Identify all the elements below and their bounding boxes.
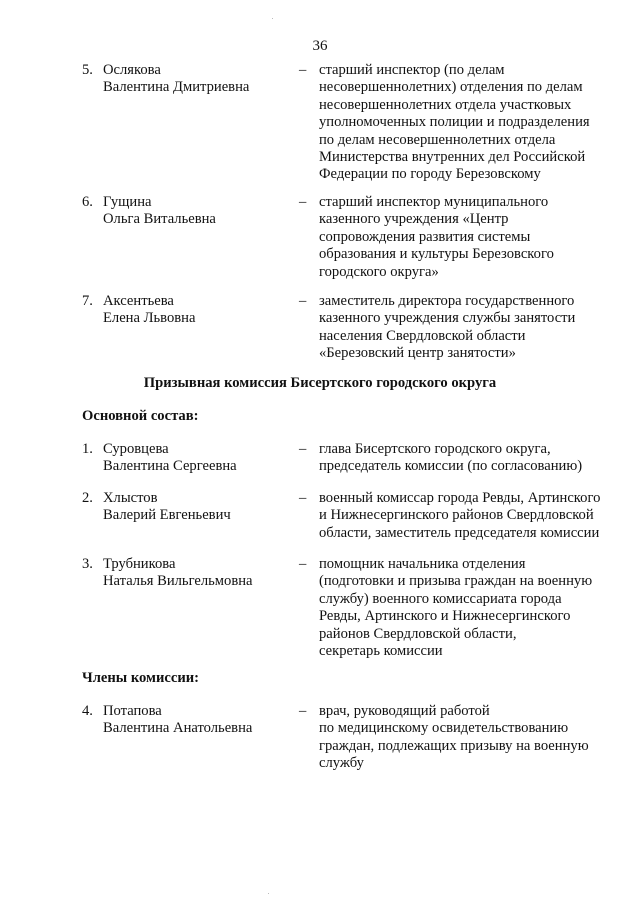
list-item	[82, 293, 622, 413]
scan-speck	[272, 18, 273, 19]
position-description: глава Бисертского городского округа, председатель комиссии (по согласованию)	[319, 441, 583, 475]
position-description: военный комиссар города Ревды, Артинского и Нижнесергинского районов Свердловской области, заместитель председателя комиссии	[319, 490, 601, 541]
position-description: врач, руководящий работой по медицинскому освидетельствованию граждан, подлежащих призыву на военную службу	[319, 703, 589, 772]
person-name	[103, 490, 293, 525]
person-surname: Аксентьева	[103, 293, 174, 309]
commission-title: Призывная комиссия Бисертского городского округа	[143, 375, 497, 391]
position-description: заместитель директора государственного казенного учреждения службы занятости населения Свердловской области «Березовский центр занятости»	[319, 293, 576, 362]
list-item	[82, 556, 622, 676]
person-surname: Суровцева	[103, 441, 169, 457]
person-surname: Ослякова	[103, 62, 161, 78]
page-number: 36	[312, 38, 328, 54]
main-composition-heading: Основной состав:	[82, 408, 199, 424]
person-name	[103, 441, 293, 476]
person-surname: Потапова	[103, 703, 162, 719]
person-name	[103, 556, 293, 591]
dash-separator: –	[299, 441, 307, 457]
entry-number: 5.	[82, 62, 93, 78]
dash-separator: –	[299, 490, 307, 506]
dash-separator: –	[299, 556, 307, 572]
person-given-names: Валентина Дмитриевна	[103, 79, 250, 96]
entry-number: 1.	[82, 441, 93, 457]
scan-speck	[268, 893, 269, 894]
entry-number: 4.	[82, 703, 93, 719]
entry-number: 2.	[82, 490, 93, 506]
dash-separator: –	[299, 62, 307, 78]
list-item	[82, 62, 622, 182]
position-description: старший инспектор (по делам несовершеннолетних) отделения по делам несовершеннолетних отдела участковых уполномоченных полиции и подразделения по делам несовершеннолетних отдела Министерства внутренних дел Российской Федерации по городу Березовскому	[319, 62, 590, 183]
entry-number: 3.	[82, 556, 93, 572]
person-given-names: Наталья Вильгельмовна	[103, 573, 253, 590]
person-name	[103, 703, 293, 738]
person-surname: Хлыстов	[103, 490, 158, 506]
person-name	[103, 194, 293, 229]
dash-separator: –	[299, 703, 307, 719]
person-surname: Гущина	[103, 194, 152, 210]
person-given-names: Ольга Витальевна	[103, 211, 216, 228]
entry-number: 7.	[82, 293, 93, 309]
person-given-names: Валентина Анатольевна	[103, 720, 253, 737]
members-heading: Члены комиссии:	[82, 670, 200, 686]
person-name	[103, 293, 293, 328]
person-given-names: Валерий Евгеньевич	[103, 507, 231, 524]
dash-separator: –	[299, 293, 307, 309]
entry-number: 6.	[82, 194, 93, 210]
position-description: помощник начальника отделения (подготовки и призыва граждан на военную службу) военного комиссариата города Ревды, Артинского и Нижнесергинского районов Свердловской области, секретарь комиссии	[319, 556, 593, 660]
position-description: старший инспектор муниципального казенного учреждения «Центр сопровождения развития системы образования и культуры Березовского городского округа»	[319, 194, 554, 280]
dash-separator: –	[299, 194, 307, 210]
person-surname: Трубникова	[103, 556, 176, 572]
person-given-names: Елена Львовна	[103, 310, 196, 327]
list-item	[82, 703, 622, 823]
person-name	[103, 62, 293, 97]
person-given-names: Валентина Сергеевна	[103, 458, 237, 475]
